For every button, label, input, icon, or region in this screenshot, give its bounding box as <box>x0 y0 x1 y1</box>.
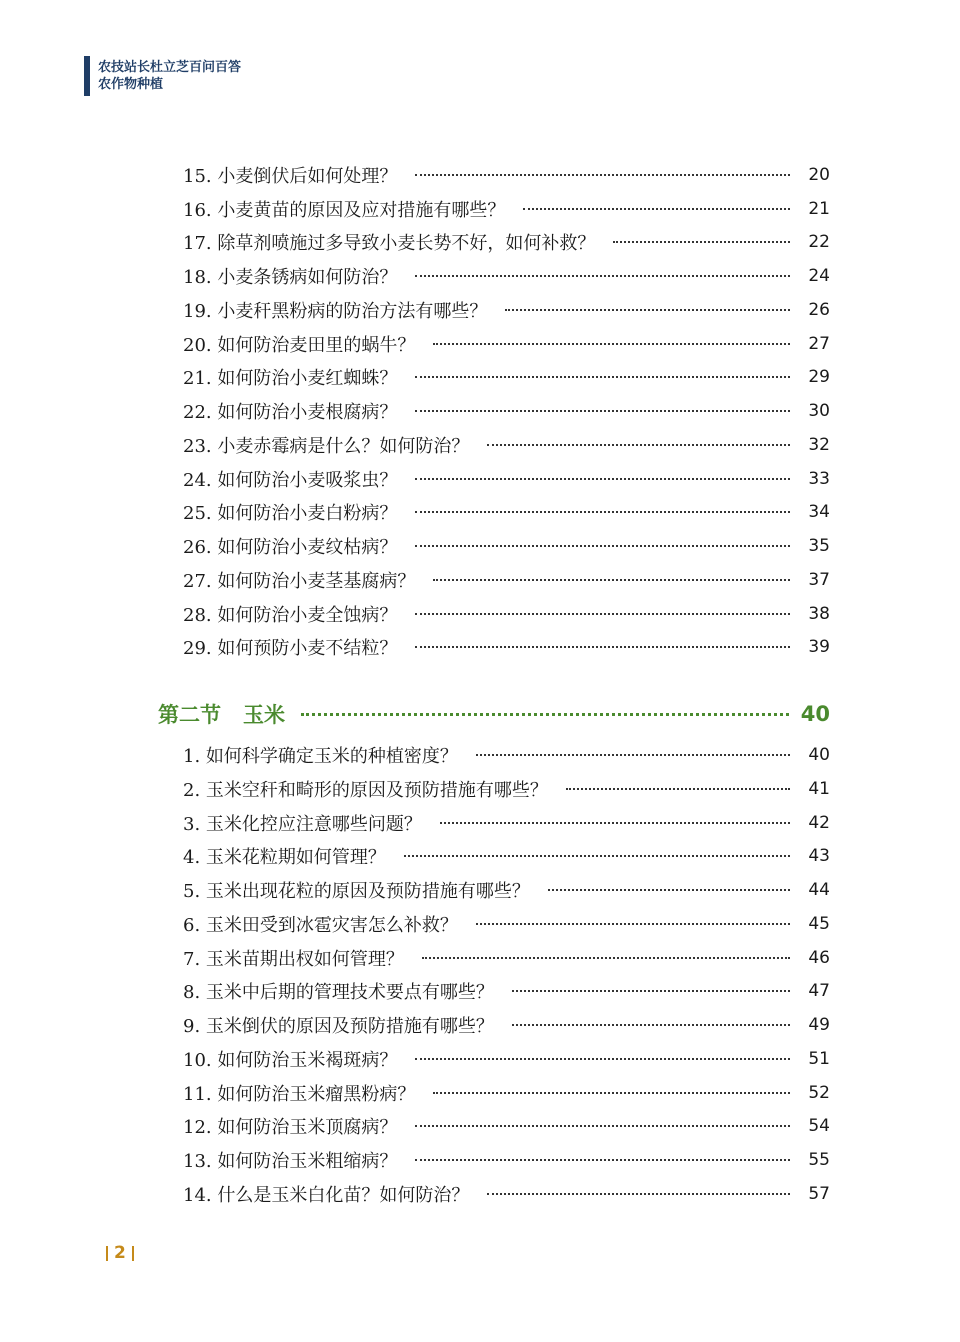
leader-dots <box>476 754 790 756</box>
toc-entry-title: 16. 小麦黄苗的原因及应对措施有哪些？ <box>183 199 506 221</box>
toc-entry-page: 49 <box>808 1015 830 1036</box>
leader-dots <box>433 579 790 581</box>
toc-entry[interactable] <box>158 873 830 907</box>
toc-part2 <box>158 738 830 1211</box>
toc-entry-page: 44 <box>808 880 830 901</box>
header-text <box>98 56 241 96</box>
toc-entry-page: 52 <box>808 1082 830 1103</box>
leader-dots <box>415 511 790 513</box>
toc-entry[interactable] <box>158 907 830 941</box>
toc-entry[interactable] <box>158 772 830 806</box>
section-title: 玉米 <box>243 703 285 728</box>
toc-entry[interactable] <box>158 192 830 226</box>
toc-entry-page: 38 <box>808 603 830 624</box>
toc-entry-page: 41 <box>808 778 830 799</box>
toc-entry-title: 13. 如何防治玉米粗缩病？ <box>183 1151 398 1173</box>
toc-entry-title: 4. 玉米花粒期如何管理？ <box>183 847 386 869</box>
toc-entry-page: 45 <box>808 913 830 934</box>
toc-entry[interactable] <box>158 631 830 665</box>
toc-entry-page: 43 <box>808 846 830 867</box>
toc-entry-page: 27 <box>808 333 830 354</box>
toc-entry-page: 57 <box>808 1183 830 1204</box>
toc-entry[interactable] <box>158 226 830 260</box>
book-title: 农技站长杜立芝百问百答 <box>98 60 242 75</box>
toc-entry-title: 24. 如何防治小麦吸浆虫？ <box>183 469 398 491</box>
leader-dots <box>476 923 790 925</box>
running-header <box>84 56 241 96</box>
toc-entry[interactable] <box>158 1110 830 1144</box>
section-heading[interactable] <box>158 694 830 734</box>
toc-entry-title: 25. 如何防治小麦白粉病？ <box>183 503 398 525</box>
toc-entry-title: 19. 小麦秆黑粉病的防治方法有哪些？ <box>183 300 488 322</box>
leader-dots <box>487 444 790 446</box>
toc-entry-page: 24 <box>808 266 830 287</box>
toc-entry-page: 32 <box>808 434 830 455</box>
leader-dots <box>415 410 790 412</box>
leader-dots <box>523 208 790 210</box>
toc-entry-page: 30 <box>808 401 830 422</box>
toc-entry-title: 11. 如何防治玉米瘤黑粉病？ <box>183 1083 416 1105</box>
leader-dots <box>487 1193 790 1195</box>
toc-entry-title: 5. 玉米出现花粒的原因及预防措施有哪些？ <box>183 881 530 903</box>
toc-entry-title: 2. 玉米空秆和畸形的原因及预防措施有哪些？ <box>183 779 548 801</box>
section-page: 40 <box>800 702 830 727</box>
toc-entry[interactable] <box>158 462 830 496</box>
leader-dots <box>415 174 790 176</box>
leader-dots <box>404 855 790 857</box>
toc-entry-page: 20 <box>808 164 830 185</box>
toc-entry-title: 29. 如何预防小麦不结粒？ <box>183 638 398 660</box>
toc-entry-title: 7. 玉米苗期出杈如何管理？ <box>183 948 404 970</box>
toc-entry-page: 34 <box>808 502 830 523</box>
toc-entry-title: 12. 如何防治玉米顶腐病？ <box>183 1117 398 1139</box>
leader-dots <box>415 1058 790 1060</box>
toc-entry-page: 22 <box>808 232 830 253</box>
toc-entry-title: 17. 除草剂喷施过多导致小麦长势不好，如何补救？ <box>183 233 596 255</box>
toc-entry-title: 6. 玉米田受到冰雹灾害怎么补救？ <box>183 914 458 936</box>
leader-dots <box>415 545 790 547</box>
toc-entry-page: 40 <box>808 745 830 766</box>
book-subtitle: 农作物种植 <box>98 77 164 92</box>
toc-entry-title: 23. 小麦赤霉病是什么？如何防治？ <box>183 435 470 457</box>
leader-dots <box>415 1125 790 1127</box>
toc-entry-page: 33 <box>808 468 830 489</box>
toc-entry-page: 47 <box>808 981 830 1002</box>
leader-dots <box>433 1092 790 1094</box>
toc-entry-page: 39 <box>808 637 830 658</box>
footer-bar-left <box>106 1246 108 1261</box>
toc-entry-title: 9. 玉米倒伏的原因及预防措施有哪些？ <box>183 1016 494 1038</box>
toc-entry-page: 55 <box>808 1150 830 1171</box>
toc-entry[interactable] <box>158 327 830 361</box>
toc-entry[interactable] <box>158 158 830 192</box>
leader-dots <box>415 275 790 277</box>
toc-entry[interactable] <box>158 941 830 975</box>
leader-dots <box>505 309 790 311</box>
toc-entry-title: 26. 如何防治小麦纹枯病？ <box>183 537 398 559</box>
toc-entry-page: 54 <box>808 1116 830 1137</box>
leader-dots <box>566 788 790 790</box>
toc-entry-title: 8. 玉米中后期的管理技术要点有哪些？ <box>183 982 494 1004</box>
section-leader-dots <box>301 713 789 716</box>
page-number: 2 <box>114 1243 126 1263</box>
leader-dots <box>422 957 790 959</box>
toc-entry-title: 3. 玉米化控应注意哪些问题？ <box>183 813 422 835</box>
leader-dots <box>512 990 790 992</box>
toc-entry[interactable] <box>158 394 830 428</box>
toc-entry-page: 51 <box>808 1048 830 1069</box>
toc-entry[interactable] <box>158 259 830 293</box>
footer-bar-right <box>132 1246 134 1261</box>
toc-entry-title: 1. 如何科学确定玉米的种植密度？ <box>183 746 458 768</box>
toc-entry-page: 21 <box>808 198 830 219</box>
toc-entry-page: 42 <box>808 812 830 833</box>
toc-entry[interactable] <box>158 1143 830 1177</box>
table-of-contents <box>158 158 830 1211</box>
toc-entry-title: 18. 小麦条锈病如何防治？ <box>183 267 398 289</box>
toc-entry-page: 35 <box>808 536 830 557</box>
toc-entry[interactable] <box>158 1008 830 1042</box>
toc-entry[interactable] <box>158 738 830 772</box>
toc-entry[interactable] <box>158 1076 830 1110</box>
toc-entry[interactable] <box>158 840 830 874</box>
toc-entry-title: 21. 如何防治小麦红蜘蛛？ <box>183 368 398 390</box>
leader-dots <box>415 613 790 615</box>
toc-entry[interactable] <box>158 1177 830 1211</box>
toc-entry-title: 22. 如何防治小麦根腐病？ <box>183 402 398 424</box>
leader-dots <box>613 241 790 243</box>
leader-dots <box>512 1024 790 1026</box>
leader-dots <box>433 343 790 345</box>
toc-entry[interactable] <box>158 563 830 597</box>
toc-entry[interactable] <box>158 361 830 395</box>
toc-entry[interactable] <box>158 806 830 840</box>
toc-entry[interactable] <box>158 293 830 327</box>
toc-entry-page: 29 <box>808 367 830 388</box>
toc-entry[interactable] <box>158 496 830 530</box>
toc-entry-page: 37 <box>808 569 830 590</box>
header-accent-bar <box>84 56 90 96</box>
toc-entry-title: 14. 什么是玉米白化苗？如何防治？ <box>183 1184 470 1206</box>
toc-entry-title: 27. 如何防治小麦茎基腐病？ <box>183 570 416 592</box>
toc-part1 <box>158 158 830 664</box>
section-number: 第二节 <box>158 703 221 728</box>
page-footer <box>100 1243 140 1263</box>
toc-entry[interactable] <box>158 529 830 563</box>
leader-dots <box>415 1159 790 1161</box>
toc-entry-title: 10. 如何防治玉米褐斑病？ <box>183 1049 398 1071</box>
toc-entry[interactable] <box>158 975 830 1009</box>
toc-entry-page: 26 <box>808 299 830 320</box>
leader-dots <box>415 646 790 648</box>
toc-entry[interactable] <box>158 428 830 462</box>
leader-dots <box>548 889 790 891</box>
toc-entry[interactable] <box>158 597 830 631</box>
leader-dots <box>415 478 790 480</box>
toc-entry-title: 15. 小麦倒伏后如何处理？ <box>183 165 398 187</box>
toc-entry-page: 46 <box>808 947 830 968</box>
toc-entry-title: 28. 如何防治小麦全蚀病？ <box>183 604 398 626</box>
leader-dots <box>415 376 790 378</box>
leader-dots <box>440 822 790 824</box>
toc-entry[interactable] <box>158 1042 830 1076</box>
toc-entry-title: 20. 如何防治麦田里的蜗牛？ <box>183 334 416 356</box>
